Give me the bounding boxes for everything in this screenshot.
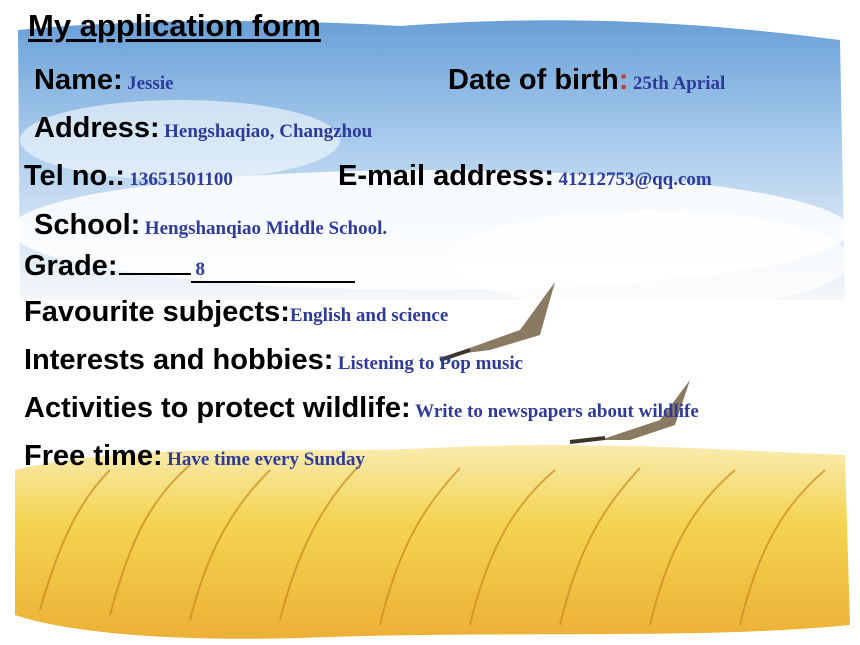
name-label: Name: (34, 64, 123, 96)
dob-label: Date of birth (448, 64, 619, 96)
school-value: Hengshanqiao Middle School. (144, 218, 388, 239)
address-value: Hengshaqiao, Changzhou (164, 121, 373, 142)
school-label: School: (34, 209, 141, 241)
hobbies-value: Listening to Pop music (337, 353, 524, 374)
school-row (34, 209, 387, 242)
name-row (34, 64, 174, 97)
tel-value: 13651501100 (129, 169, 233, 190)
grade-label: Grade: (24, 250, 118, 282)
address-label: Address: (34, 112, 160, 144)
form-title: My application form (28, 8, 321, 43)
hobbies-label: Interests and hobbies: (24, 344, 334, 376)
grade-value: 8 (191, 259, 355, 283)
wildlife-row (24, 392, 699, 425)
hobbies-row (24, 344, 523, 377)
tel-row (24, 160, 233, 193)
tel-label: Tel no.: (24, 160, 125, 192)
wildlife-label: Activities to protect wildlife: (24, 392, 411, 424)
subjects-row (24, 296, 448, 329)
name-value: Jessie (127, 73, 174, 94)
free-time-row (24, 440, 365, 473)
reed-field (15, 445, 850, 639)
email-row (338, 160, 712, 193)
dob-colon: : (618, 64, 629, 96)
grade-blank-left (119, 249, 191, 275)
free-time-value: Have time every Sunday (167, 449, 365, 470)
dob-value: 25th Aprial (632, 73, 726, 94)
wildlife-value: Write to newspapers about wildlife (415, 401, 699, 422)
address-row (34, 112, 372, 145)
dob-row (448, 64, 725, 97)
grade-row (24, 249, 355, 283)
subjects-value: English and science (289, 305, 449, 326)
free-time-label: Free time: (24, 440, 163, 472)
subjects-label: Favourite subjects: (24, 296, 290, 328)
email-value: 41212753@qq.com (558, 169, 712, 190)
email-label: E-mail address: (338, 160, 554, 192)
